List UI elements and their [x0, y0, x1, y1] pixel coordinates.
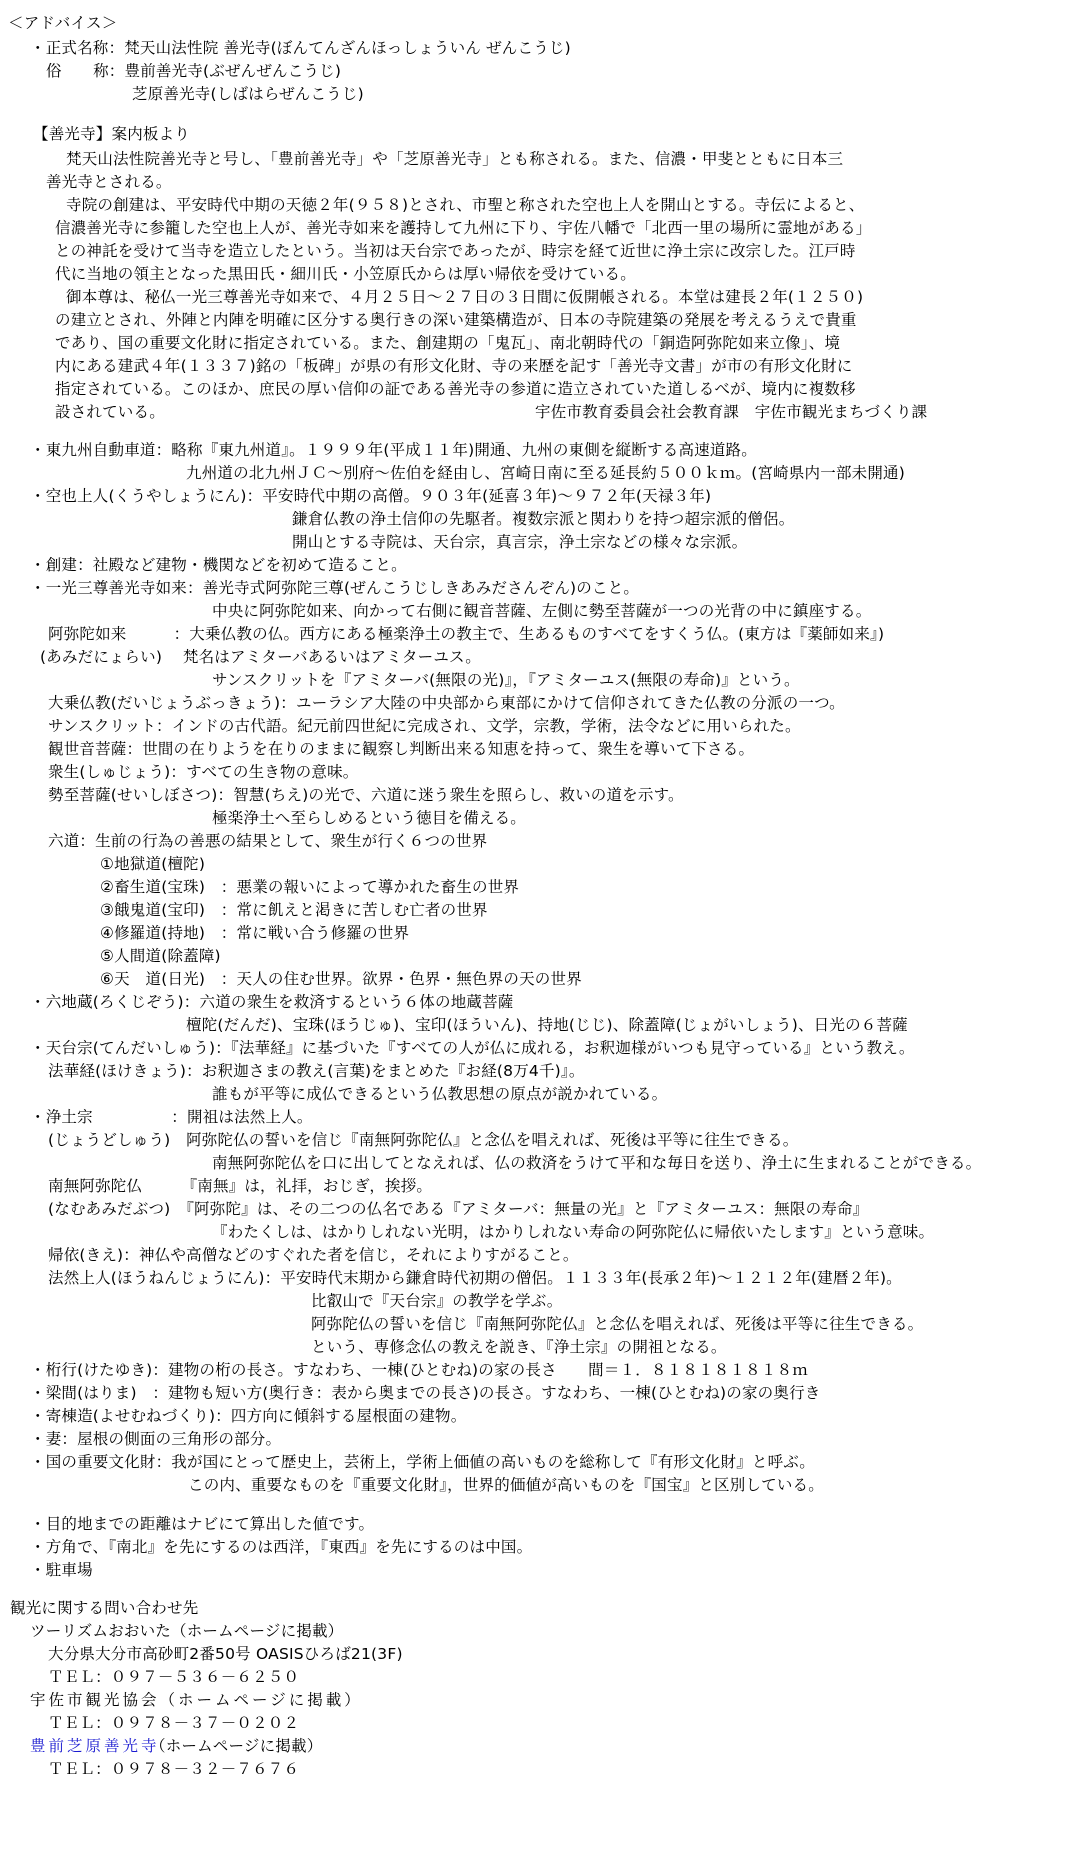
text-line: ・天台宗(てんだいしゅう)：『法華経』に基づいた『すべての人が仏に成れる，お釈迦様がいつも見守っている』という教え。 [30, 1039, 915, 1057]
text-line: ・寄棟造(よせむねづくり)：四方向に傾斜する屋根面の建物。 [30, 1407, 467, 1425]
text-line: 大分県大分市高砂町2番50号 OASISひろば21(3F) [48, 1645, 403, 1663]
text-line: ・六地蔵(ろくじぞう)：六道の衆生を救済するという６体の地蔵菩薩 [30, 993, 514, 1011]
text-line: 阿弥陀如来 ：大乗仏教の仏。西方にある極楽浄土の教主で、生あるものすべてをすくう仏。(東方は『薬師如来』) [48, 625, 885, 643]
text-line: 極楽浄土へ至らしめるという徳目を備える。 [212, 809, 527, 827]
text-line: 『わたくしは、はかりしれない光明，はかりしれない寿命の阿弥陀仏に帰依いたします』という意味。 [212, 1223, 935, 1241]
text-line: 梵天山法性院善光寺と号し、「豊前善光寺」や「芝原善光寺」とも称される。また、信濃・甲斐とともに日本三 [66, 150, 844, 168]
text-line: ・一光三尊善光寺如来：善光寺式阿弥陀三尊(ぜんこうじしきあみださんぞん)のこと。 [30, 579, 640, 597]
text-line: ②畜生道(宝珠) ：悪業の報いによって導かれた畜生の世界 [100, 878, 520, 896]
text-line: この内、重要なものを『重要文化財』，世界的価値が高いものを『国宝』と区別している。 [188, 1476, 824, 1494]
text-line: 俗 称：豊前善光寺(ぶぜんぜんこうじ) [46, 62, 342, 80]
text-line: ・東九州自動車道：略称『東九州道』。１９９９年(平成１１年)開通、九州の東側を縦断する高速道路。 [30, 441, 757, 459]
text-line: 観光に関する問い合わせ先 [10, 1599, 199, 1617]
text-line: 鎌倉仏教の浄土信仰の先駆者。複数宗派と関わりを持つ超宗派的僧侶。 [292, 510, 795, 528]
text-line: の建立とされ、外陣と内陣を明確に区分する奥行きの深い建築構造が、日本の寺院建築の発展を考えるうえで貴重 [55, 311, 857, 329]
text-line: 代に当地の領主となった黒田氏・細川氏・小笠原氏からは厚い帰依を受けている。 [55, 265, 636, 283]
text-line: 九州道の北九州ＪＣ～別府～佐伯を経由し、宮崎日南に至る延長約５００ｋｍ。(宮崎県内一部未開通) [186, 464, 905, 482]
text-line: 観世音菩薩：世間の在りようを在りのままに観察し判断出来る知恵を持って、衆生を導いて下さる。 [48, 740, 755, 758]
text-line: 善光寺とされる。 [46, 173, 172, 191]
zenkoji-link[interactable]: 豊前芝原善光寺 [30, 1737, 160, 1755]
text-line: ③餓鬼道(宝印) ：常に飢えと渇きに苦しむ亡者の世界 [100, 901, 488, 919]
text-line: 南無阿弥陀仏 『南無』は，礼拝，おじぎ，挨拶。 [48, 1177, 433, 1195]
text-line: 大乗仏教(だいじょうぶっきょう)：ユーラシア大陸の中央部から東部にかけて信仰されてきた仏教の分派の一つ。 [48, 694, 845, 712]
text-line: ⑤人間道(除蓋障) [100, 947, 221, 965]
text-line: 誰もが平等に成仏できるという仏教思想の原点が説かれている。 [212, 1085, 668, 1103]
text-line: 法華経(ほけきょう)：お釈迦さまの教え(言葉)をまとめた『お経(8万4千)』。 [48, 1062, 585, 1080]
text-line: 帰依(きえ)：神仏や高僧などのすぐれた者を信じ，それによりすがること。 [48, 1246, 579, 1264]
text-line: ・正式名称：梵天山法性院 善光寺(ぼんてんざんほっしょういん ぜんこうじ) [30, 39, 571, 57]
text-line: 南無阿弥陀仏を口に出してとなえれば、仏の救済をうけて平和な毎日を送り、浄土に生まれることができる。 [212, 1154, 982, 1172]
text-line: 内にある建武４年(１３３７)銘の「板碑」が県の有形文化財、寺の来歴を記す「善光寺文書」が市の有形文化財に [55, 357, 853, 375]
text-line: 寺院の創建は、平安時代中期の天徳２年(９５８)とされ、市聖と称された空也上人を開山とする。寺伝によると、 [66, 196, 865, 214]
text-line: ・国の重要文化財：我が国にとって歴史上，芸術上，学術上価値の高いものを総称して『有形文化財』と呼ぶ。 [30, 1453, 816, 1471]
text-line: (じょうどしゅう) 阿弥陀仏の誓いを信じ『南無阿弥陀仏』と念仏を唱えれば、死後は平等に往生できる。 [48, 1131, 799, 1149]
text-line: 御本尊は、秘仏一光三尊善光寺如来で、４月２５日～２７日の３日間に仮開帳される。本堂は建長２年(１２５０) [66, 288, 864, 306]
text-line: 阿弥陀仏の誓いを信じ『南無阿弥陀仏』と念仏を唱えれば、死後は平等に往生できる。 [311, 1315, 924, 1333]
text-line: 衆生(しゅじょう)：すべての生き物の意味。 [48, 763, 359, 781]
text-line: サンスクリット：インドの古代語。紀元前四世紀に完成され、文学，宗教，学術，法令などに用いられた。 [48, 717, 801, 735]
text-line: であり、国の重要文化財に指定されている。また、創建期の「鬼瓦」、南北朝時代の「銅造阿弥陀如来立像」、境 [55, 334, 841, 352]
text-line: 開山とする寺院は、天台宗，真言宗，浄土宗などの様々な宗派。 [292, 533, 748, 551]
text-line: （ホームページに掲載） [150, 1737, 323, 1755]
text-line: 信濃善光寺に参籠した空也上人が、善光寺如来を護持して九州に下り、宇佐八幡で「北西一里の場所に霊地がある」 [55, 219, 872, 237]
text-line: 檀陀(だんだ)、宝珠(ほうじゅ)、宝印(ほういん)、持地(じじ)、除蓋障(じょがいしょう)、日光の６菩薩 [186, 1016, 908, 1034]
text-line: ＴＥＬ：０９７８－３２－７６７６ [48, 1760, 300, 1778]
text-line: 六道：生前の行為の善悪の結果として、衆生が行く６つの世界 [48, 832, 488, 850]
text-line: との神託を受けて当寺を造立したという。当初は天台宗であったが、時宗を経て近世に浄土宗に改宗した。江戸時 [55, 242, 856, 260]
text-line: ⑥天 道(日光) ：天人の住む世界。欲界・色界・無色界の天の世界 [100, 970, 582, 988]
text-line: ・方角で、『南北』を先にするのは西洋，『東西』を先にするのは中国。 [30, 1538, 533, 1556]
text-line: 宇佐市教育委員会社会教育課 宇佐市観光まちづくり課 [535, 403, 928, 421]
text-line: ・駐車場 [30, 1561, 93, 1579]
text-line: 宇佐市観光協会（ホームページに掲載） [30, 1691, 363, 1709]
text-line: ④修羅道(持地) ：常に戦い合う修羅の世界 [100, 924, 410, 942]
text-line: ＜アドバイス＞ [8, 14, 118, 32]
text-line: 比叡山で『天台宗』の教学を学ぶ。 [311, 1292, 563, 1310]
text-line: ・桁行(けたゆき)：建物の桁の長さ。すなわち、一棟(ひとむね)の家の長さ 間＝１．８１８１８１８１８ｍ [30, 1361, 808, 1379]
text-line: という、専修念仏の教えを説き、『浄土宗』の開祖となる。 [311, 1338, 727, 1356]
text-line: 【善光寺】案内板より [33, 125, 191, 143]
text-line: ・目的地までの距離はナビにて算出した値です。 [30, 1515, 375, 1533]
text-line: ・空也上人(くうやしょうにん)：平安時代中期の高僧。９０３年(延喜３年)～９７２年(天禄３年) [30, 487, 712, 505]
text-line: ・妻：屋根の側面の三角形の部分。 [30, 1430, 282, 1448]
text-line: ＴＥＬ：０９７８－３７－０２０２ [48, 1714, 300, 1732]
text-line: ツーリズムおおいた（ホームページに掲載） [30, 1622, 344, 1640]
text-line: ・梁間(はりま) ：建物も短い方(奥行き：表から奥までの長さ)の長さ。すなわち、一棟(ひとむね)の家の奥行き [30, 1384, 821, 1402]
text-line: 中央に阿弥陀如来、向かって右側に観音菩薩、左側に勢至菩薩が一つの光背の中に鎮座する。 [212, 602, 872, 620]
text-line: ＴＥＬ：０９７－５３６－６２５０ [48, 1668, 300, 1686]
text-line: (なむあみだぶつ) 『阿弥陀』は、その二つの仏名である『アミターバ：無量の光』と『アミターユス：無限の寿命』 [48, 1200, 869, 1218]
text-line: 芝原善光寺(しばはらぜんこうじ) [132, 85, 364, 103]
text-line: 指定されている。このほか、庶民の厚い信仰の証である善光寺の参道に造立されていた道しるべが、境内に複数移 [55, 380, 856, 398]
text-line: サンスクリットを『アミターバ(無限の光)』，『アミターユス(無限の寿命)』という。 [212, 671, 800, 689]
text-line: 法然上人(ほうねんじょうにん)：平安時代末期から鎌倉時代初期の僧侶。１１３３年(長承２年)～１２１２年(建暦２年)。 [48, 1269, 902, 1287]
text-line: 勢至菩薩(せいしぼさつ)：智慧(ちえ)の光で、六道に迷う衆生を照らし、救いの道を示す。 [48, 786, 684, 804]
text-line: ・浄土宗 ：開祖は法然上人。 [30, 1108, 313, 1126]
text-line: 設されている。 [55, 403, 165, 421]
text-line: ・創建：社殿など建物・機関などを初めて造ること。 [30, 556, 407, 574]
text-line: ①地獄道(檀陀) [100, 855, 206, 873]
text-line: (あみだにょらい) 梵名はアミターバあるいはアミターユス。 [40, 648, 481, 666]
